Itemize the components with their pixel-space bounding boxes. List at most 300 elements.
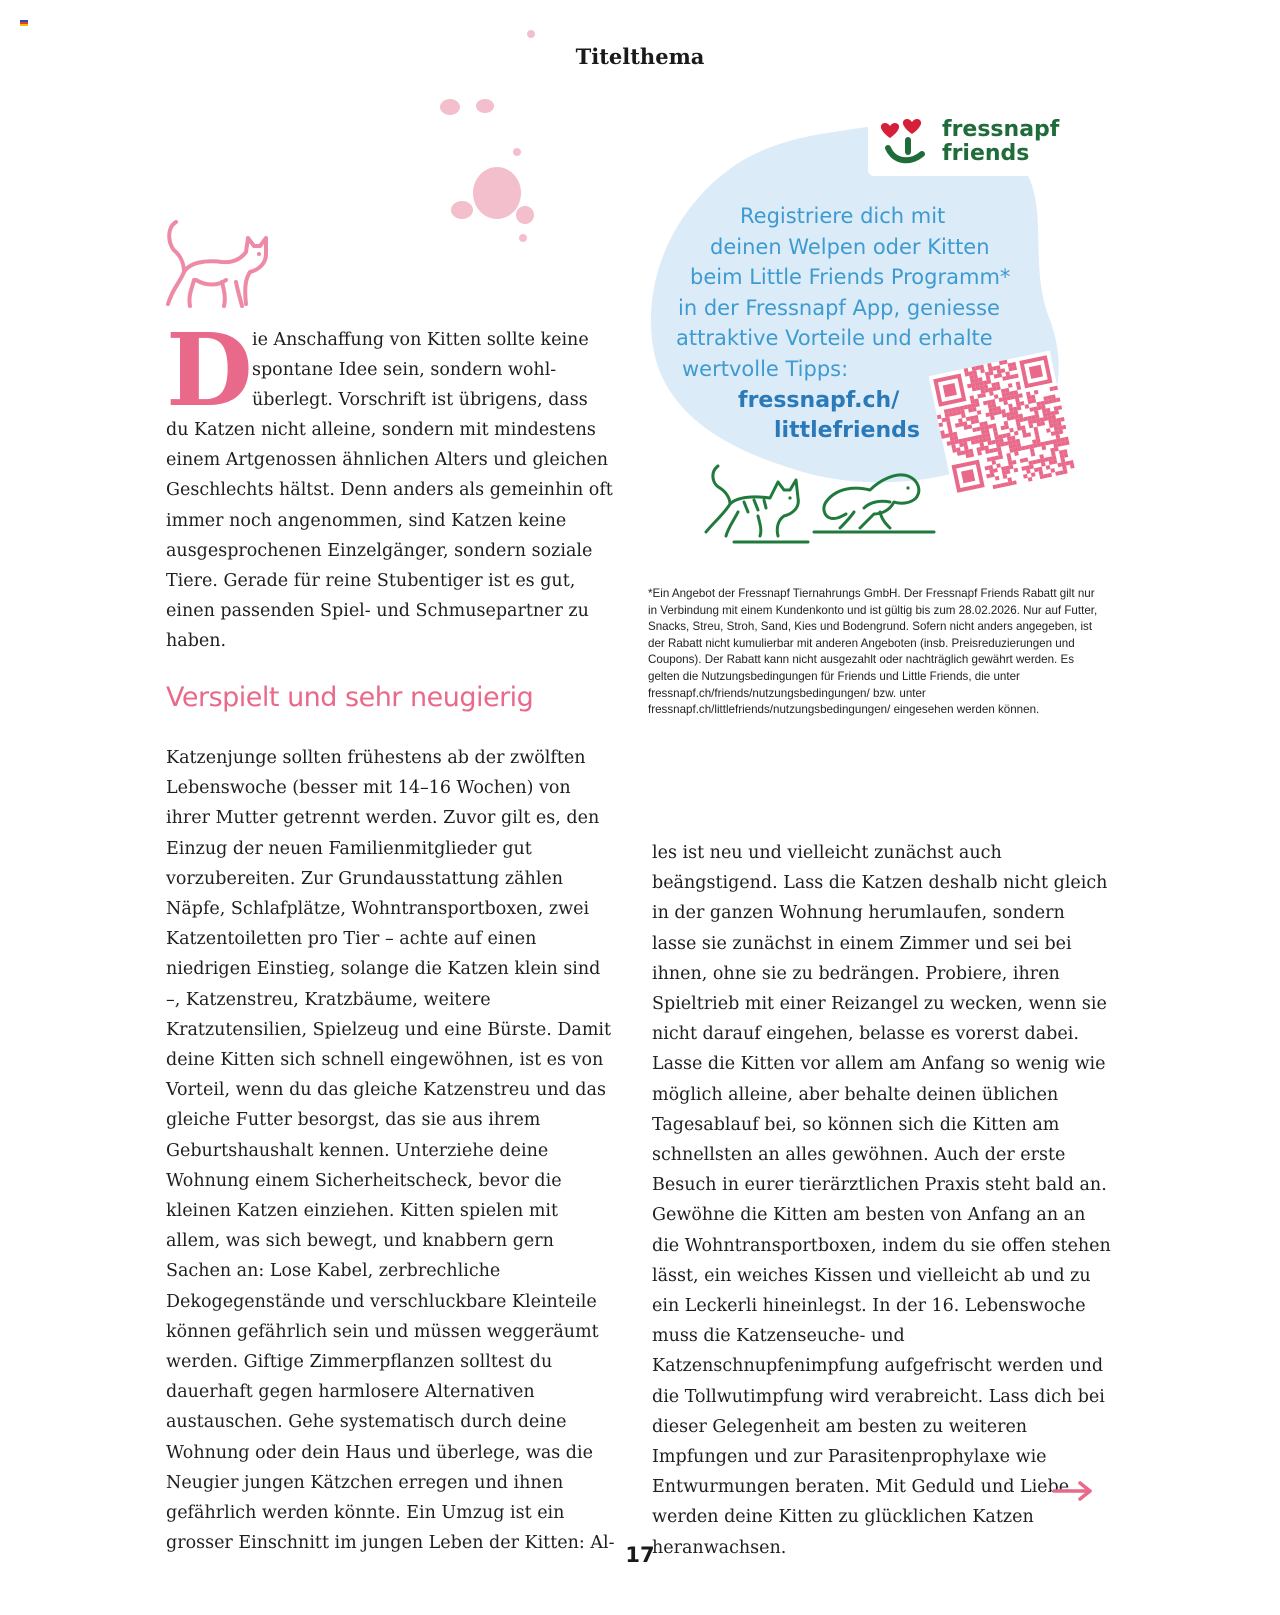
qr-module [1055, 430, 1060, 435]
drop-cap: D [166, 311, 253, 429]
qr-module [945, 413, 950, 418]
qr-module [1015, 418, 1020, 423]
qr-module [975, 402, 980, 407]
qr-module [1028, 399, 1033, 404]
qr-module [1051, 452, 1056, 457]
qr-module [1031, 395, 1036, 400]
qr-module [1039, 471, 1044, 476]
promo-line: wertvolle Tipps: [682, 356, 849, 381]
qr-module [1001, 409, 1006, 414]
qr-module [987, 400, 992, 405]
qr-module [959, 406, 964, 411]
qr-module [1033, 406, 1038, 411]
qr-module [1060, 437, 1065, 442]
qr-module [1008, 403, 1013, 408]
qr-module [1000, 442, 1005, 447]
qr-module [1012, 480, 1017, 485]
qr-module [971, 403, 976, 408]
qr-module [1008, 440, 1013, 445]
promo-line: deinen Welpen oder Kitten [710, 234, 990, 259]
qr-module [979, 442, 984, 447]
kitten-puppy-illustration [704, 462, 944, 554]
qr-module [1025, 404, 1030, 409]
qr-module [1046, 408, 1051, 413]
qr-module [985, 372, 990, 377]
qr-module [950, 436, 955, 441]
qr-module [956, 447, 961, 452]
qr-module [1025, 465, 1030, 470]
qr-module [962, 438, 967, 443]
qr-module [996, 406, 1001, 411]
qr-module [1008, 367, 1013, 372]
qr-module [1028, 420, 1033, 425]
qr-module [969, 395, 974, 400]
qr-module [1011, 436, 1016, 441]
qr-module [1064, 437, 1069, 442]
qr-module [964, 425, 969, 430]
qr-module [998, 451, 1003, 456]
qr-module [1056, 438, 1061, 443]
promo-text [676, 201, 1028, 384]
qr-module [1062, 466, 1067, 471]
qr-module [975, 382, 980, 387]
qr-module [989, 448, 994, 453]
qr-module [958, 418, 963, 423]
qr-module [1058, 426, 1063, 431]
qr-module [1035, 435, 1040, 440]
qr-module [1065, 440, 1070, 445]
qr-module [1028, 461, 1033, 466]
qr-module [1057, 405, 1062, 410]
qr-module [953, 432, 958, 437]
cat-outline-icon [162, 216, 274, 314]
qr-module [972, 387, 977, 392]
qr-module [999, 360, 1004, 365]
qr-module [966, 417, 971, 422]
qr-module [958, 439, 963, 444]
qr-module [1016, 439, 1021, 444]
qr-module [950, 440, 955, 445]
fressnapf-logo-icon [880, 118, 936, 168]
qr-module [1057, 422, 1062, 427]
qr-module [1013, 390, 1018, 395]
qr-module [1018, 393, 1023, 398]
qr-module [1034, 410, 1039, 415]
qr-module [1055, 434, 1060, 439]
body-column-right: les ist neu und vielleicht zunächst auch beängstigend. Lass die Katzen deshalb nicht gleich in der ganzen Wohnung herumlaufen, sondern lasse sie zunächst in einem Zimmer und sei bei ihnen, ohne sie zu bedrängen. Probiere, ihren Spieltrieb mit einer Reizangel zu wecken, wenn sie nicht darauf eingehen, belasse es vorerst dabei. Lasse die Kitten vor allem am Anfang so wenig wie möglich alleine, aber behalte deinen üblichen Tagesablauf bei, so können sich die Kitten am schnellsten an alles gewöhnen. Auch der erste Besuch in eurer tierärztlichen Praxis steht bald an. Gewöhne die Kitten am besten von Anfang an an die Wohntransportboxen, indem du sie offen stehen lässt, ein weiches Kissen und vielleicht ab und zu ein Leckerli hineinlegst. In der 16. Lebenswoche muss die Katzenseuche- und Katzenschnupfenimpfung aufgefrischt werden und die Tollwutimpfung wird verabreicht. Lass dich bei dieser Gelegenheit am besten zu weiteren Impfungen und zur Parasitenprophylaxe wie Entwurmungen beraten. Mit Geduld und Liebe werden deine Kitten zu glücklichen Katzen heranwachsen. [652, 843, 1111, 1558]
qr-module [975, 365, 980, 370]
qr-module [980, 369, 985, 374]
qr-module [1064, 453, 1069, 458]
qr-module [1002, 376, 1007, 381]
qr-module [989, 469, 994, 474]
qr-module [978, 434, 983, 439]
qr-module [946, 421, 951, 426]
qr-module [988, 387, 993, 392]
qr-module [1048, 456, 1053, 461]
qr-module [1004, 421, 1009, 426]
qr-module [973, 374, 978, 379]
qr-module [957, 451, 962, 456]
qr-module [1043, 412, 1048, 417]
qr-module [1041, 462, 1046, 467]
qr-module [1019, 417, 1024, 422]
qr-module [1030, 448, 1035, 453]
qr-module [988, 404, 993, 409]
qr-module [1021, 425, 1026, 430]
qr-module [1052, 456, 1057, 461]
qr-module [1060, 458, 1065, 463]
qr-module [1060, 417, 1065, 422]
qr-module [959, 443, 964, 448]
promo-link[interactable] [738, 386, 920, 446]
qr-module [1032, 419, 1037, 424]
qr-module [1034, 390, 1039, 395]
qr-module [1059, 430, 1064, 435]
qr-module [986, 376, 991, 381]
qr-module [1016, 422, 1021, 427]
qr-module [1065, 461, 1070, 466]
qr-module [1047, 473, 1052, 478]
qr-module [984, 445, 989, 450]
qr-module [1028, 477, 1033, 482]
qr-module [1037, 422, 1042, 427]
qr-module [1015, 398, 1020, 403]
qr-module [1004, 482, 1009, 487]
page-number: 17 [625, 1543, 655, 1567]
qr-module [1042, 409, 1047, 414]
qr-module [1012, 443, 1017, 448]
qr-module [1054, 410, 1059, 415]
qr-module [998, 434, 1003, 439]
qr-module [993, 468, 998, 473]
qr-module [1008, 461, 1013, 466]
qr-module [1051, 415, 1056, 420]
qr-module [983, 384, 988, 389]
qr-module [963, 442, 968, 447]
qr-module [1050, 468, 1055, 473]
logo-line-1: fressnapf [942, 117, 1060, 142]
qr-module [1021, 466, 1026, 471]
qr-module [1043, 474, 1048, 479]
qr-module [1063, 449, 1068, 454]
qr-module [1039, 454, 1044, 459]
qr-module [967, 384, 972, 389]
qr-module [965, 453, 970, 458]
qr-module [1002, 470, 1007, 475]
qr-module [970, 379, 975, 384]
qr-module [976, 447, 981, 452]
qr-module [1002, 396, 1007, 401]
qr-module [1047, 412, 1052, 417]
qr-module [1044, 400, 1049, 405]
qr-module [1033, 443, 1038, 448]
qr-module [1044, 457, 1049, 462]
qr-module [997, 410, 1002, 415]
qr-module [986, 437, 991, 442]
promo-footnote: *Ein Angebot der Fressnapf Tiernahrungs GmbH. Der Fressnapf Friends Rabatt gilt nur in Verbindung mit einem Kundenkonto und ist gültig bis zum 28.02.2026. Nur auf Futter, Snacks, Streu, Stroh, Sand, Kies und Bodengrund. Sofern nicht anders angegeben, ist der Rabatt nicht kumulierbar mit anderen Angeboten (insb. Preisreduzierungen und Coupons). Der Rabatt kann nicht ausgezahlt oder nachträglich gewährt werden. Es gelten die Nutzungsbedingungen für Friends und Little Friends, die unter fressnapf.ch/friends/nutzungsbedingungen/ bzw. unter fressnapf.ch/littlefriends/nutzungsbedingungen/ eingesehen werden können. [648, 587, 1098, 717]
qr-module [981, 430, 986, 435]
qr-module [969, 449, 974, 454]
qr-module [1017, 447, 1022, 452]
qr-module [979, 422, 984, 427]
logo-line-2: friends [942, 141, 1030, 166]
qr-module [999, 438, 1004, 443]
qr-module [994, 394, 999, 399]
qr-module [959, 422, 964, 427]
qr-module [1014, 451, 1019, 456]
qr-module [1040, 458, 1045, 463]
qr-module [1040, 401, 1045, 406]
qr-module [1032, 439, 1037, 444]
qr-module [1057, 442, 1062, 447]
qr-module [975, 439, 980, 444]
qr-module [982, 434, 987, 439]
promo-link-line-2[interactable]: littlefriends [774, 418, 920, 443]
qr-module [992, 403, 997, 408]
qr-module [1010, 374, 1015, 379]
qr-module [965, 450, 970, 455]
qr-module [996, 365, 1001, 370]
qr-module [1014, 410, 1019, 415]
qr-module [979, 365, 984, 370]
qr-module [1008, 363, 1013, 368]
qr-module [1047, 416, 1052, 421]
qr-module [1024, 457, 1029, 462]
qr-module [996, 484, 1001, 489]
qr-module [1036, 438, 1041, 443]
qr-module [1040, 421, 1045, 426]
qr-module [992, 386, 997, 391]
qr-module [940, 430, 945, 435]
qr-module [1000, 483, 1005, 488]
qr-module [987, 363, 992, 368]
body-column-left: Katzenjunge sollten frühestens ab der zwölften Lebenswoche (besser mit 14–16 Wochen) von ihrer Mutter getrennt werden. Zuvor gilt es, den Einzug der neuen Familienmitglieder gut vorzubereiten. Zur Grundausstattung zählen Näpfe, Schlafplätze, Wohntransportboxen, zwei Katzentoiletten pro Tier – achte auf einen niedrigen Einstieg, solange die Katzen klein sind –, Katzenstreu, Kratzbäume, weitere Kratzutensilien, Spielzeug und eine Bürste. Damit deine Kitten sich schnell eingewöhnen, ist es von Vorteil, wenn du das gleiche Katzenstreu und das gleiche Futter besorgst, das sie aus ihrem Geburtshaushalt kennen. Unterziehe deine Wohnung einem Sicherheitscheck, bevor die kleinen Katzen einziehen. Kitten spielen mit allem, was sich bewegt, und knabbern gern Sachen an: Lose Kabel, zerbrechliche Dekogegenstände und verschluckbare Kleinteile können gefährlich sein und müssen weggeräumt werden. Giftige Zimmerpflanzen solltest du dauerhaft gegen harmlosere Alternativen austauschen. Gehe systematisch durch deine Wohnung oder dein Haus und überlege, was die Neugier jungen Kätzchen erregen und ihnen gefährlich werden könnte. Ein Umzug ist ein grosser Einschnitt im jungen Leben der Kitten: Al- [166, 748, 615, 1554]
qr-module [1006, 392, 1011, 397]
qr-module [1036, 402, 1041, 407]
qr-module [1011, 362, 1016, 367]
qr-module [991, 440, 996, 445]
qr-module [1060, 454, 1065, 459]
qr-module [971, 420, 976, 425]
qr-module [961, 413, 966, 418]
qr-module [996, 386, 1001, 391]
qr-module [985, 412, 990, 417]
qr-module [1061, 441, 1066, 446]
qr-module [984, 388, 989, 393]
qr-module [963, 405, 968, 410]
qr-module [1008, 481, 1013, 486]
qr-module [948, 429, 953, 434]
qr-module [996, 463, 1001, 468]
qr-module [1034, 468, 1039, 473]
qr-module [1055, 471, 1060, 476]
qr-module [1016, 443, 1021, 448]
qr-module [1034, 431, 1039, 436]
qr-module [965, 372, 970, 377]
qr-module [1005, 388, 1010, 393]
qr-module [1043, 396, 1048, 401]
qr-module [983, 421, 988, 426]
qr-module [1009, 391, 1014, 396]
qr-module [1020, 458, 1025, 463]
qr-module [1031, 472, 1036, 477]
qr-module [1040, 417, 1045, 422]
qr-module [995, 455, 1000, 460]
qr-module [1059, 470, 1064, 475]
qr-module [987, 457, 992, 462]
qr-module [972, 370, 977, 375]
qr-module [983, 438, 988, 443]
qr-module [951, 444, 956, 449]
qr-module [1010, 395, 1015, 400]
promo-line: Registriere dich mit [740, 204, 946, 228]
qr-module [974, 398, 979, 403]
qr-module [1026, 391, 1031, 396]
qr-module [1005, 371, 1010, 376]
qr-module [974, 435, 979, 440]
qr-module [1025, 445, 1030, 450]
qr-module [974, 419, 979, 424]
qr-module [966, 437, 971, 442]
qr-module [995, 439, 1000, 444]
qr-module [1054, 447, 1059, 452]
qr-module [979, 438, 984, 443]
qr-module [1053, 443, 1058, 448]
qr-module [992, 423, 997, 428]
qr-module [1056, 397, 1061, 402]
qr-module [991, 399, 996, 404]
section-title: Titelthema [575, 44, 705, 69]
qr-module [1029, 407, 1034, 412]
qr-module [1014, 468, 1019, 473]
qr-module [1003, 400, 1008, 405]
qr-module [1049, 460, 1054, 465]
qr-module [972, 427, 977, 432]
qr-module [948, 408, 953, 413]
promo-line: beim Little Friends Programm* [690, 265, 1011, 289]
qr-module [1012, 460, 1017, 465]
qr-module [991, 383, 996, 388]
qr-module [1002, 433, 1007, 438]
qr-module [952, 411, 957, 416]
qr-module [1006, 453, 1011, 458]
qr-module [1056, 418, 1061, 423]
qr-module [1036, 418, 1041, 423]
qr-module [961, 450, 966, 455]
qr-module [976, 386, 981, 391]
qr-module [987, 441, 992, 446]
qr-module [1013, 407, 1018, 412]
qr-module [1004, 441, 1009, 446]
qr-module [1054, 426, 1059, 431]
subheading: Verspielt und sehr neugierig [166, 682, 534, 713]
qr-module [996, 443, 1001, 448]
qr-module [1005, 465, 1010, 470]
flag-icon [20, 20, 28, 26]
promo-link-line-1[interactable]: fressnapf.ch/ [738, 388, 900, 413]
qr-module [997, 369, 1002, 374]
qr-module [1032, 460, 1037, 465]
qr-module [1061, 462, 1066, 467]
qr-module [1001, 389, 1006, 394]
qr-module [1029, 424, 1034, 429]
qr-module [949, 412, 954, 417]
qr-module [964, 446, 969, 451]
promo-line: in der Fressnapf App, geniesse [678, 295, 1000, 320]
qr-module [1014, 394, 1019, 399]
qr-module [1032, 398, 1037, 403]
qr-module [954, 436, 959, 441]
qr-module [988, 367, 993, 372]
qr-module [980, 389, 985, 394]
qr-module [1046, 465, 1051, 470]
qr-module [977, 410, 982, 415]
qr-module [956, 410, 961, 415]
qr-module [1002, 413, 1007, 418]
qr-module [984, 466, 989, 471]
qr-module [980, 426, 985, 431]
qr-module [993, 431, 998, 436]
qr-module [986, 474, 991, 479]
qr-module [952, 407, 957, 412]
qr-module [997, 373, 1002, 378]
qr-module [1016, 381, 1021, 386]
qr-code-icon[interactable] [928, 350, 1075, 497]
qr-module [1009, 448, 1014, 453]
qr-module [1069, 460, 1074, 465]
qr-module [991, 456, 996, 461]
promo-line: attraktive Vorteile und erhalte [676, 326, 993, 350]
qr-module [968, 408, 973, 413]
qr-module [1020, 401, 1025, 406]
qr-module [1050, 411, 1055, 416]
qr-module [970, 416, 975, 421]
qr-module [988, 424, 993, 429]
qr-module [993, 411, 998, 416]
intro-paragraph: du Katzen nicht alleine, sondern mit mindestens einem Artgenossen ähnlichen Alters und gleichen Geschlechts hältst. Denn anders als gemeinhin oft immer noch angenommen, sind Katzen keine ausgesprochenen Einzelgänger, sondern soziale Tiere. Gerade für reine Stubentiger ist es gut, einen passenden Spiel- und Schmusepartner zu haben. [166, 420, 613, 652]
qr-module [1046, 428, 1051, 433]
qr-module [1053, 386, 1058, 391]
qr-module [954, 439, 959, 444]
qr-module [1027, 416, 1032, 421]
qr-module [1029, 464, 1034, 469]
qr-module [1047, 395, 1052, 400]
intro-first-lines: ie Anschaffung von Kitten sollte keine spontane Idee sein, sondern wohlüberlegt. Vorschrift ist übrigens, dass [252, 330, 589, 411]
qr-module [993, 448, 998, 453]
qr-module [1006, 396, 1011, 401]
qr-module [949, 432, 954, 437]
qr-module [989, 371, 994, 376]
qr-module [1009, 407, 1014, 412]
continue-arrow-icon [1052, 1480, 1094, 1502]
qr-module [1048, 399, 1053, 404]
qr-module [956, 406, 961, 411]
qr-module [974, 378, 979, 383]
qr-module [1011, 415, 1016, 420]
qr-module [1006, 433, 1011, 438]
qr-module [1045, 441, 1050, 446]
qr-module [994, 374, 999, 379]
qr-module [1052, 398, 1057, 403]
qr-module [983, 380, 988, 385]
qr-module [1001, 368, 1006, 373]
qr-module [992, 407, 997, 412]
qr-module [985, 449, 990, 454]
qr-module [1036, 459, 1041, 464]
qr-module [1007, 477, 1012, 482]
qr-module [1027, 395, 1032, 400]
